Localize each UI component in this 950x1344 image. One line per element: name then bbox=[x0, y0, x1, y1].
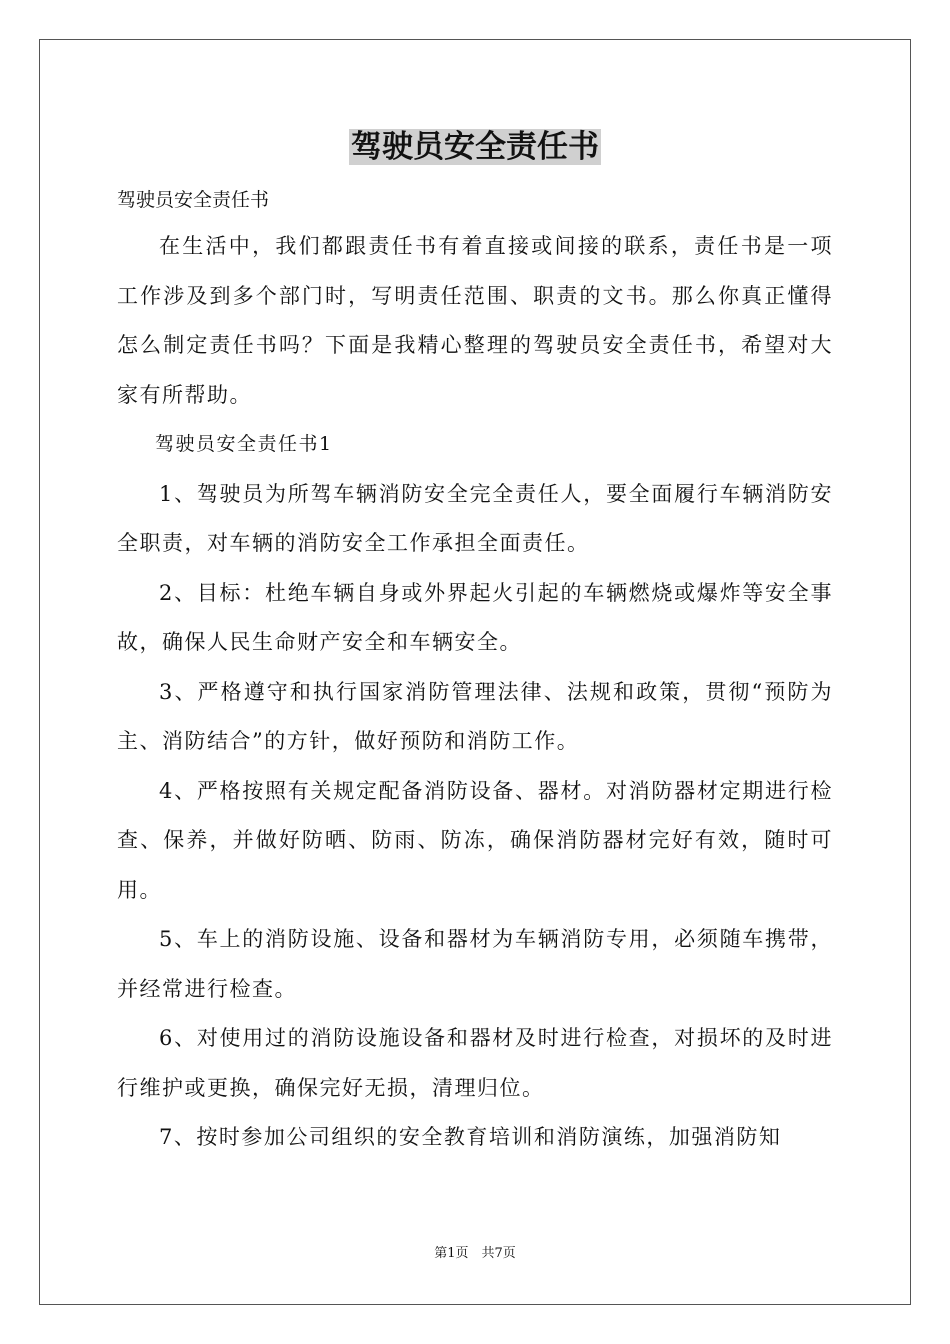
document-body bbox=[117, 178, 833, 1163]
list-item: 7、按时参加公司组织的安全教育培训和消防演练，加强消防知 bbox=[159, 1125, 782, 1149]
intro-paragraph: 在生活中，我们都跟责任书有着直接或间接的联系，责任书是一项工作涉及到多个部门时，写明责任范围、职责的文书。那么你真正懂得怎么制定责任书吗？下面是我精心整理的驾驶员安全责任书，希望对大家有所帮助。 bbox=[117, 234, 833, 407]
document-title bbox=[0, 125, 950, 169]
document-subtitle: 驾驶员安全责任书 bbox=[117, 189, 270, 211]
list-item: 3、严格遵守和执行国家消防管理法律、法规和政策，贯彻“预防为主、消防结合”的方针，做好预防和消防工作。 bbox=[117, 679, 833, 753]
page-number: 第1页 共7页 bbox=[434, 1246, 516, 1261]
list-item: 5、车上的消防设施、设备和器材为车辆消防专用，必须随车携带，并经常进行检查。 bbox=[117, 927, 833, 1001]
document-title-text: 驾驶员安全责任书 bbox=[351, 129, 599, 165]
list-item: 2、目标：杜绝车辆自身或外界起火引起的车辆燃烧或爆炸等安全事故，确保人民生命财产安全和车辆安全。 bbox=[117, 580, 833, 654]
section-heading: 驾驶员安全责任书1 bbox=[155, 433, 333, 455]
list-item: 4、严格按照有关规定配备消防设备、器材。对消防器材定期进行检查、保养，并做好防晒、防雨、防冻，确保消防器材完好有效，随时可用。 bbox=[117, 778, 833, 902]
list-item: 6、对使用过的消防设施设备和器材及时进行检查，对损坏的及时进行维护或更换，确保完好无损，清理归位。 bbox=[117, 1026, 833, 1100]
page-footer bbox=[0, 1244, 950, 1264]
list-item: 1、驾驶员为所驾车辆消防安全完全责任人，要全面履行车辆消防安全职责，对车辆的消防安全工作承担全面责任。 bbox=[117, 481, 833, 555]
